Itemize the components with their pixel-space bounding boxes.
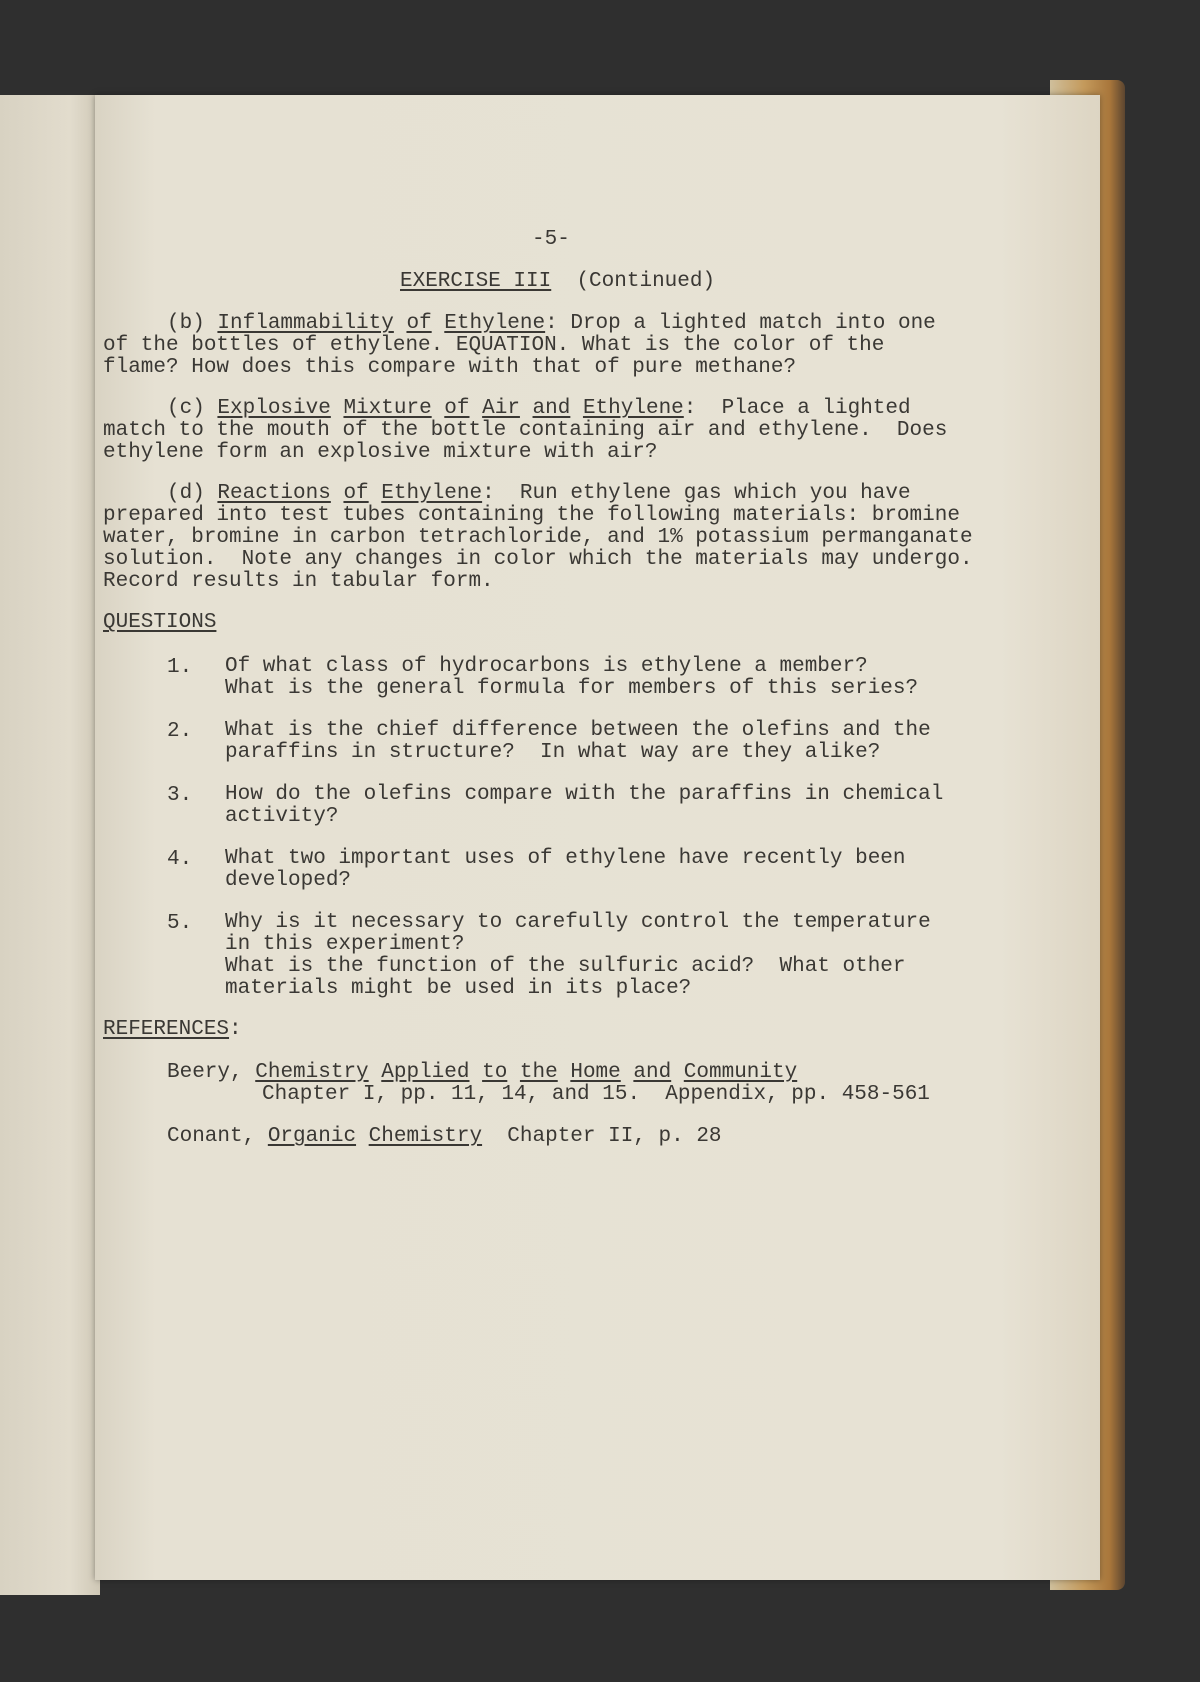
question-line: in this experiment? (225, 933, 465, 956)
question-line: activity? (225, 805, 339, 828)
document-page (95, 95, 1100, 1580)
reference-suffix: Chapter II, p. 28 (482, 1125, 722, 1148)
section-c-marker: (c) (167, 397, 205, 420)
question-line: How do the olefins compare with the paraffins in chemical (225, 783, 944, 806)
section-b-title-word: Inflammability (217, 312, 394, 335)
reference-title-word: Applied (381, 1061, 470, 1084)
reference-title-word: to (482, 1061, 508, 1084)
reference-title-word: Organic (267, 1125, 357, 1148)
facing-page (0, 95, 100, 1595)
section-c-line-1 (167, 398, 911, 421)
reference-title-word: Home (570, 1061, 621, 1084)
question-number: 1. (167, 656, 193, 679)
question-line: Of what class of hydrocarbons is ethylene a member? (225, 655, 868, 678)
section-d-marker: (d) (167, 482, 205, 505)
question-line: Why is it necessary to carefully control the temperature (225, 911, 931, 934)
section-c-title-word: Ethylene (582, 397, 684, 420)
references-title: REFERENCES (103, 1018, 230, 1041)
page-number: -5- (532, 228, 570, 251)
reference-title-word: Community (683, 1061, 798, 1084)
reference-1-line-2: Chapter I, pp. 11, 14, and 15. Appendix, pp. 458-561 (262, 1083, 930, 1106)
reference-author: Beery, (167, 1061, 243, 1084)
exercise-title: EXERCISE III (400, 270, 552, 293)
section-b-title-suffix: : Drop a lighted match into one (545, 312, 936, 335)
exercise-heading (400, 271, 715, 294)
section-d-line-5: Record results in tabular form. (103, 570, 494, 593)
reference-2 (167, 1126, 722, 1149)
question-line: materials might be used in its place? (225, 977, 692, 1000)
reference-title-word: Chemistry (255, 1061, 369, 1084)
question-number: 5. (167, 912, 193, 935)
section-b-title-word: of (406, 312, 432, 335)
section-c-line-2: match to the mouth of the bottle containing air and ethylene. Does (103, 419, 948, 442)
reference-1-line-1 (167, 1062, 797, 1085)
question-line: What is the function of the sulfuric acid? What other (225, 955, 906, 978)
question-number: 2. (167, 720, 193, 743)
questions-heading: QUESTIONS (103, 611, 217, 634)
references-heading (103, 1019, 242, 1042)
section-d-title-suffix: : Run ethylene gas which you have (482, 482, 911, 505)
reference-title-word: the (519, 1061, 558, 1084)
section-c-line-3: ethylene form an explosive mixture with air? (103, 441, 658, 464)
reference-title-word: and (633, 1061, 672, 1084)
section-c-title-word: and (532, 397, 571, 420)
section-d-line-4: solution. Note any changes in color which the materials may undergo. (103, 548, 973, 571)
question-number: 4. (167, 848, 193, 871)
section-c-title-suffix: : Place a lighted (683, 397, 911, 420)
references-colon: : (229, 1018, 242, 1041)
section-b-line-2: of the bottles of ethylene. EQUATION. What is the color of the (103, 334, 885, 357)
section-d-line-1 (167, 483, 911, 506)
section-b-line-1 (167, 313, 936, 336)
question-line: paraffins in structure? In what way are they alike? (225, 741, 881, 764)
section-d-title-word: Reactions (217, 482, 331, 505)
reference-author: Conant, (167, 1125, 256, 1148)
section-b-title-word: Ethylene (444, 312, 546, 335)
section-c-title-word: of (444, 397, 470, 420)
question-line: What is the general formula for members of this series? (225, 677, 919, 700)
section-d-line-3: water, bromine in carbon tetrachloride, and 1% potassium permanganate (103, 526, 973, 549)
section-d-line-2: prepared into test tubes containing the following materials: bromine (103, 504, 960, 527)
question-line: developed? (225, 869, 352, 892)
section-d-title-word: of (343, 482, 369, 505)
question-number: 3. (167, 784, 193, 807)
section-c-title-word: Air (482, 397, 520, 420)
question-line: What two important uses of ethylene have recently been (225, 847, 906, 870)
section-b-line-3: flame? How does this compare with that of pure methane? (103, 356, 797, 379)
section-b-marker: (b) (167, 312, 205, 335)
continued-label: (Continued) (576, 270, 716, 293)
reference-title-word: Chemistry (368, 1125, 483, 1148)
section-d-title-word: Ethylene (381, 482, 483, 505)
section-c-title-word: Explosive (217, 397, 331, 420)
section-c-title-word: Mixture (343, 397, 432, 420)
question-line: What is the chief difference between the olefins and the (225, 719, 931, 742)
